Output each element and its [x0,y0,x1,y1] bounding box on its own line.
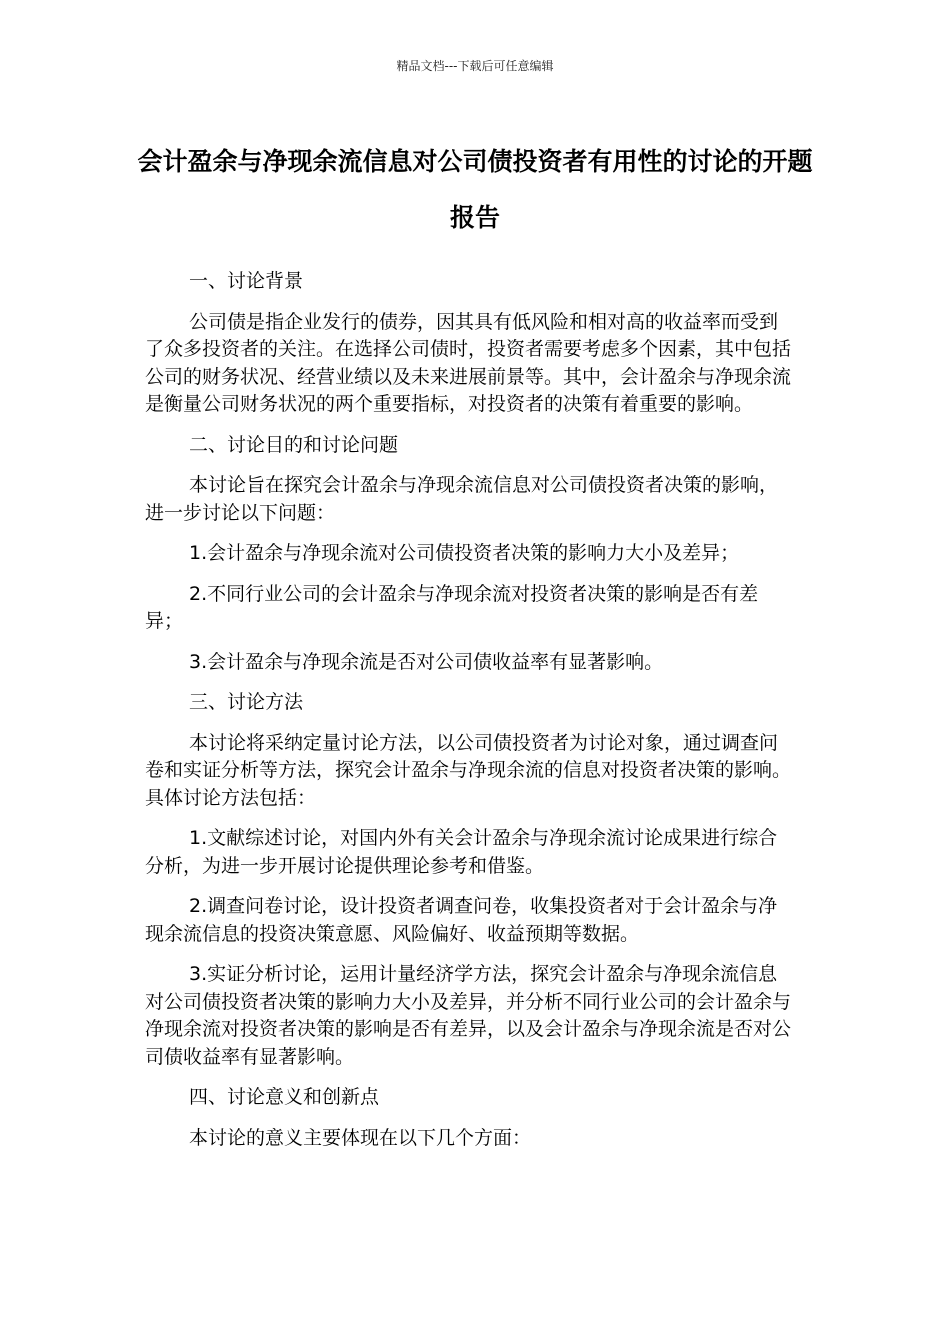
body-paragraph: 本讨论旨在探究会计盈余与净现余流信息对公司债投资者决策的影响，进一步讨论以下问题： [145,474,779,524]
list-item: 3.会计盈余与净现余流是否对公司债收益率有显著影响。 [189,650,664,673]
document-title: 会计盈余与净现余流信息对公司债投资者有用性的讨论的开题报告 [137,147,813,232]
list-item: 2.不同行业公司的会计盈余与净现余流对投资者决策的影响是否有差异； [145,582,759,632]
section-heading: 四、讨论意义和创新点 [189,1086,380,1108]
section-heading: 三、讨论方法 [189,691,304,713]
section-heading: 一、讨论背景 [189,270,304,292]
list-item: 1.会计盈余与净现余流对公司债投资者决策的影响力大小及差异； [189,542,740,564]
document-body [145,268,795,1165]
list-item: 3.实证分析讨论，运用计量经济学方法，探究会计盈余与净现余流信息对公司债投资者决策的影响力大小及差异，并分析不同行业公司的会计盈余与净现余流对投资者决策的影响是否有差异，以及会计盈余与净现余流是否对公司债收益率有显著影响。 [145,963,792,1068]
header-note: 精品文档---下载后可任意编辑 [396,59,554,73]
body-paragraph: 本讨论将采纳定量讨论方法，以公司债投资者为讨论对象，通过调查问卷和实证分析等方法，探究会计盈余与净现余流的信息对投资者决策的影响。具体讨论方法包括： [145,731,792,809]
list-item: 2.调查问卷讨论，设计投资者调查问卷，收集投资者对于会计盈余与净现余流信息的投资决策意愿、风险偏好、收益预期等数据。 [145,895,778,945]
section-heading: 二、讨论目的和讨论问题 [189,433,399,456]
body-paragraph: 公司债是指企业发行的债券，因其具有低风险和相对高的收益率而受到了众多投资者的关注。在选择公司债时，投资者需要考虑多个因素，其中包括公司的财务状况、经营业绩以及未来进展前景等。其中，会计盈余与净现余流是衡量公司财务状况的两个重要指标，对投资者的决策有着重要的影响。 [145,310,792,415]
body-paragraph: 本讨论的意义主要体现在以下几个方面： [189,1126,532,1149]
list-item: 1.文献综述讨论，对国内外有关会计盈余与净现余流讨论成果进行综合分析，为进一步开展讨论提供理论参考和借鉴。 [145,827,778,877]
